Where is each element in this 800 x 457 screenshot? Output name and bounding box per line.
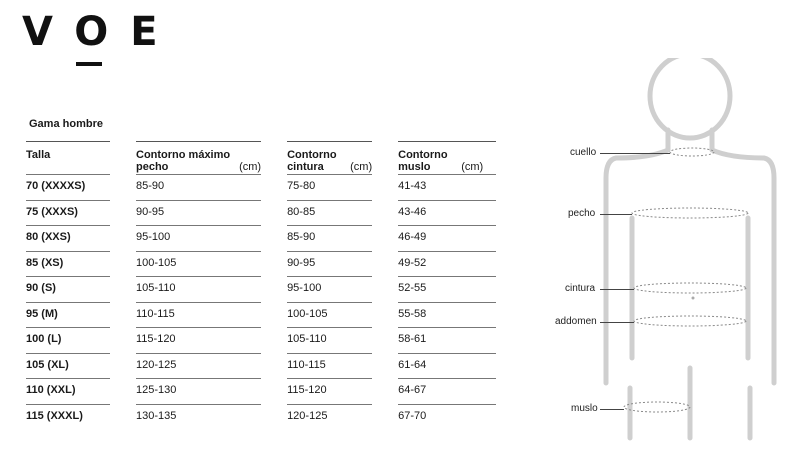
cell-pecho: 100-105 — [136, 251, 261, 277]
label-thigh: muslo — [571, 403, 598, 414]
cell-pecho: 105-110 — [136, 276, 261, 302]
header-muslo-unit: (cm) — [461, 161, 484, 173]
cell-cintura: 115-120 — [287, 378, 372, 404]
label-chest: pecho — [568, 208, 596, 219]
table-header-row — [26, 141, 496, 174]
table-row — [26, 251, 496, 277]
cell-talla: 80 (XXS) — [26, 225, 110, 251]
cell-muslo: 46-49 — [398, 225, 496, 251]
cell-cintura: 95-100 — [287, 276, 372, 302]
thigh-measure — [624, 402, 690, 412]
header-talla-label: Talla — [26, 149, 51, 161]
cell-talla: 100 (L) — [26, 327, 110, 353]
cell-cintura: 85-90 — [287, 225, 372, 251]
cell-talla: 85 (XS) — [26, 251, 110, 277]
cell-muslo: 67-70 — [398, 404, 496, 430]
cell-talla: 75 (XXXS) — [26, 200, 110, 226]
table-row — [26, 302, 496, 328]
line-neck — [600, 153, 670, 154]
header-cintura-unit: (cm) — [350, 161, 373, 173]
cell-muslo: 41-43 — [398, 174, 496, 200]
header-muslo-label: Contorno muslo — [398, 149, 448, 173]
navel-dot — [692, 297, 695, 300]
size-table-body — [26, 174, 496, 429]
label-neck: cuello — [570, 147, 597, 158]
cell-pecho: 130-135 — [136, 404, 261, 430]
line-thigh — [600, 409, 624, 410]
chest-measure — [632, 208, 748, 218]
table-row — [26, 200, 496, 226]
abdomen-measure — [634, 316, 746, 326]
header-talla — [26, 141, 110, 174]
cell-cintura: 105-110 — [287, 327, 372, 353]
header-cintura — [287, 141, 372, 174]
table-row — [26, 353, 496, 379]
cell-pecho: 110-115 — [136, 302, 261, 328]
leg-outline — [630, 368, 750, 438]
line-abdomen — [600, 322, 634, 323]
cell-muslo: 58-61 — [398, 327, 496, 353]
logo-underline — [76, 62, 102, 66]
cell-muslo: 43-46 — [398, 200, 496, 226]
cell-cintura: 120-125 — [287, 404, 372, 430]
cell-muslo: 49-52 — [398, 251, 496, 277]
header-pecho-label: Contorno máximo pecho — [136, 149, 231, 173]
header-pecho — [136, 141, 261, 174]
line-waist — [600, 289, 634, 290]
cell-cintura: 75-80 — [287, 174, 372, 200]
cell-pecho: 125-130 — [136, 378, 261, 404]
table-title: Gama hombre — [29, 118, 103, 130]
waist-measure — [634, 283, 746, 293]
cell-talla: 90 (S) — [26, 276, 110, 302]
header-cintura-label: Contorno cintura — [287, 149, 337, 173]
cell-pecho: 95-100 — [136, 225, 261, 251]
cell-talla: 115 (XXXL) — [26, 404, 110, 430]
table-row — [26, 378, 496, 404]
cell-cintura: 110-115 — [287, 353, 372, 379]
cell-pecho: 90-95 — [136, 200, 261, 226]
cell-muslo: 64-67 — [398, 378, 496, 404]
cell-pecho: 115-120 — [136, 327, 261, 353]
table-row — [26, 327, 496, 353]
table-row — [26, 174, 496, 200]
cell-cintura: 80-85 — [287, 200, 372, 226]
cell-cintura: 90-95 — [287, 251, 372, 277]
table-row — [26, 225, 496, 251]
cell-talla: 95 (M) — [26, 302, 110, 328]
cell-talla: 105 (XL) — [26, 353, 110, 379]
line-chest — [600, 214, 632, 215]
cell-muslo: 52-55 — [398, 276, 496, 302]
table-row — [26, 404, 496, 430]
label-abdomen: addomen — [555, 316, 597, 327]
label-waist: cintura — [565, 283, 596, 294]
brand-logo: VOE — [22, 9, 180, 55]
header-muslo — [398, 141, 496, 174]
head-outline — [650, 58, 730, 138]
cell-muslo: 55-58 — [398, 302, 496, 328]
header-pecho-unit: (cm) — [239, 161, 262, 173]
neck-measure — [670, 148, 714, 156]
size-table — [26, 141, 496, 429]
cell-cintura: 100-105 — [287, 302, 372, 328]
cell-muslo: 61-64 — [398, 353, 496, 379]
cell-pecho: 85-90 — [136, 174, 261, 200]
arm-inner-outline — [632, 218, 748, 358]
cell-pecho: 120-125 — [136, 353, 261, 379]
table-row — [26, 276, 496, 302]
cell-talla: 70 (XXXXS) — [26, 174, 110, 200]
cell-talla: 110 (XXL) — [26, 378, 110, 404]
body-diagram — [590, 58, 800, 448]
